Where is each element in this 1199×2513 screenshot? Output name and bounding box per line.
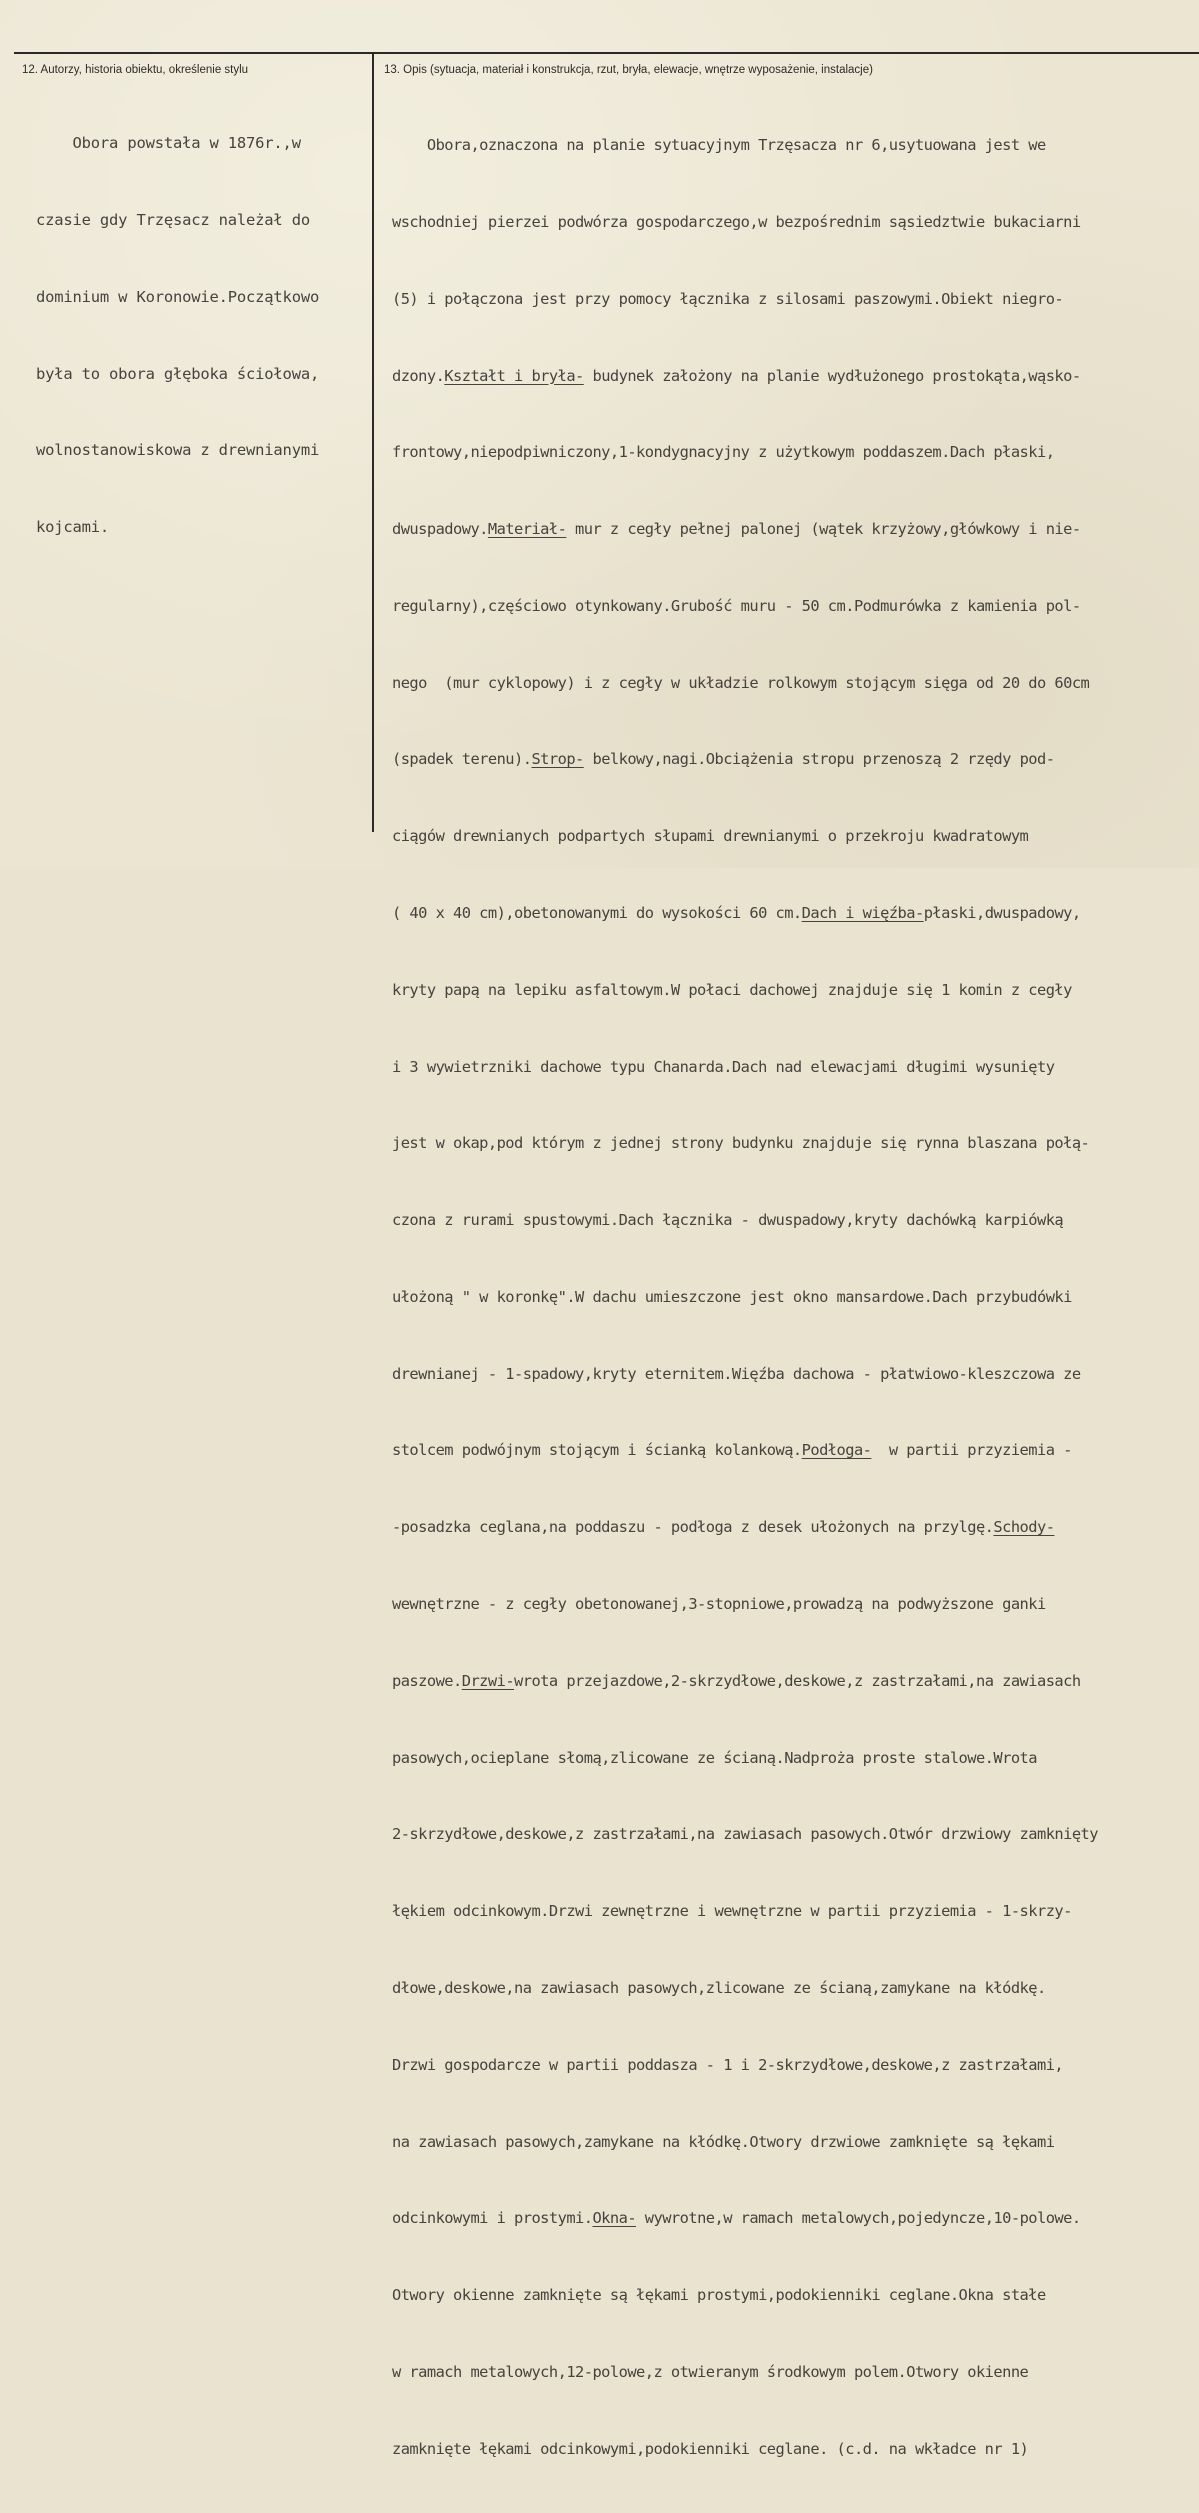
text-line: 2-skrzydłowe,deskowe,z zastrzałami,na zawiasach pasowych.Otwór drzwiowy zamknięty	[392, 1825, 1098, 1844]
text-line: Drzwi gospodarcze w partii poddasza - 1 i 2-skrzydłowe,deskowe,z zastrzałami,	[392, 2055, 1064, 2074]
text-fragment: -posadzka ceglana,na poddaszu - podłoga z desek ułożonych na przylgę.	[392, 1518, 994, 1537]
text-fragment: w partii przyziemia -	[871, 1441, 1072, 1460]
text-line: kryty papą na lepiku asfaltowym.W połaci dachowej znajduje się 1 komin z cegły	[392, 980, 1072, 999]
underlined-heading-podloga: Podłoga-	[801, 1441, 872, 1460]
text-line: ciągów drewnianych podpartych słupami drewnianymi o przekroju kwadratowym	[392, 827, 1029, 846]
text-fragment: odcinkowymi i prostymi.	[392, 2209, 593, 2228]
text-line: czona z rurami spustowymi.Dach łącznika - dwuspadowy,kryty dachówką karpiówką	[392, 1211, 1064, 1230]
text-line: na zawiasach pasowych,zamykane na kłódkę.Otwory drzwiowe zamknięte są łękami	[392, 2132, 1055, 2151]
underlined-heading-dach: Dach i więźba-	[801, 904, 924, 922]
section-13-text	[392, 82, 1192, 2513]
text-line: Otwory okienne zamknięte są łękami prostymi,podokienniki ceglane.Okna stałe	[392, 2286, 1046, 2305]
underlined-heading-ksztalt: Kształt i bryła-	[444, 366, 584, 385]
text-line: nego (mur cyklopowy) i z cegły w układzie rolkowym stojącym sięga od 20 do 60cm	[392, 673, 1090, 692]
column-divider	[372, 52, 374, 832]
text-line: regularny),częściowo otynkowany.Grubość muru - 50 cm.Podmurówka z kamienia pol-	[392, 596, 1081, 615]
text-line	[392, 1438, 1192, 1464]
text-fragment: (spadek terenu).	[392, 750, 532, 769]
text-fragment: płaski,dwuspadowy,	[923, 904, 1081, 922]
section-13-header: 13. Opis (sytuacja, materiał i konstrukcja, rzut, bryła, elewacje, wnętrze wyposażenie, instalacje)	[384, 64, 873, 76]
text-line	[392, 517, 1192, 543]
text-line: drewnianej - 1-spadowy,kryty eternitem.Więźba dachowa - płatwiowo-kleszczowa ze	[392, 1364, 1081, 1383]
text-line	[392, 747, 1192, 773]
text-line	[392, 1669, 1192, 1695]
text-line: Obora powstała w 1876r.,w	[36, 134, 301, 153]
text-fragment: mur z cegły pełnej palonej (wątek krzyżowy,główkowy i nie-	[566, 520, 1081, 539]
text-line: wewnętrzne - z cegły obetonowanej,3-stopniowe,prowadzą na podwyższone ganki	[392, 1595, 1046, 1614]
section-12-header: 12. Autorzy, historia obiektu, określenie stylu	[22, 64, 249, 76]
text-fragment: dzony.	[392, 366, 445, 385]
text-fragment: belkowy,nagi.Obciążenia stropu przenoszą 2 rzędy pod-	[583, 750, 1055, 769]
text-fragment: wrota przejazdowe,2-skrzydłowe,deskowe,z zastrzałami,na zawiasach	[514, 1671, 1081, 1690]
text-fragment: budynek założony na planie wydłużonego prostokąta,wąsko-	[583, 366, 1081, 385]
text-line: dominium w Koronowie.Początkowo	[36, 287, 320, 306]
text-fragment: wywrotne,w ramach metalowych,pojedyncze,10-polowe.	[636, 2209, 1081, 2228]
text-line: kojcami.	[36, 518, 110, 537]
text-line	[392, 901, 1192, 927]
text-line: jest w okap,pod którym z jednej strony budynku znajduje się rynna blaszana połą-	[392, 1134, 1090, 1153]
underlined-heading-schody: Schody-	[993, 1518, 1055, 1537]
text-line: łękiem odcinkowym.Drzwi zewnętrzne i wewnętrzne w partii przyziemia - 1-skrzy-	[392, 1902, 1072, 1921]
text-line: (5) i połączona jest przy pomocy łącznika z silosami paszowymi.Obiekt niegro-	[392, 289, 1064, 308]
text-fragment: ( 40 x 40 cm),obetonowanymi do wysokości 60 cm.	[392, 904, 802, 922]
text-line: wolnostanowiskowa z drewnianymi	[36, 441, 320, 460]
text-line: ułożoną " w koronkę".W dachu umieszczone jest okno mansardowe.Dach przybudówki	[392, 1287, 1072, 1306]
text-line: dłowe,deskowe,na zawiasach pasowych,zlicowane ze ścianą,zamykane na kłódkę.	[392, 1978, 1046, 1997]
text-fragment: paszowe.	[392, 1671, 462, 1690]
text-line: frontowy,niepodpiwniczony,1-kondygnacyjny z użytkowym poddaszem.Dach płaski,	[392, 443, 1055, 462]
text-line: i 3 wywietrzniki dachowe typu Chanarda.Dach nad elewacjami długimi wysunięty	[392, 1057, 1055, 1076]
text-fragment: dwuspadowy.	[392, 520, 488, 539]
text-line: Obora,oznaczona na planie sytuacyjnym Trzęsacza nr 6,usytuowana jest we	[392, 136, 1046, 155]
text-line	[392, 2206, 1192, 2232]
text-line: wschodniej pierzei podwórza gospodarczego,w bezpośrednim sąsiedztwie bukaciarni	[392, 212, 1081, 231]
text-fragment: stolcem podwójnym stojącym i ścianką kolankową.	[392, 1441, 802, 1460]
text-line: pasowych,ocieplane słomą,zlicowane ze ścianą.Nadproża proste stalowe.Wrota	[392, 1748, 1037, 1767]
text-line	[392, 364, 1192, 390]
text-line: zamknięte łękami odcinkowymi,podokienniki ceglane. (c.d. na wkładce nr 1)	[392, 2439, 1029, 2458]
text-line: czasie gdy Trzęsacz należał do	[36, 210, 310, 229]
text-line	[392, 1515, 1192, 1541]
text-line: była to obora głęboka ściołowa,	[36, 364, 320, 383]
section-12-text	[36, 80, 319, 592]
text-line: w ramach metalowych,12-polowe,z otwieranym środkowym polem.Otwory okienne	[392, 2362, 1029, 2381]
underlined-heading-drzwi: Drzwi-	[461, 1671, 515, 1690]
underlined-heading-okna: Okna-	[592, 2209, 637, 2228]
top-rule	[14, 52, 1199, 54]
underlined-heading-material: Materiał-	[487, 520, 567, 539]
underlined-heading-strop: Strop-	[531, 750, 584, 769]
